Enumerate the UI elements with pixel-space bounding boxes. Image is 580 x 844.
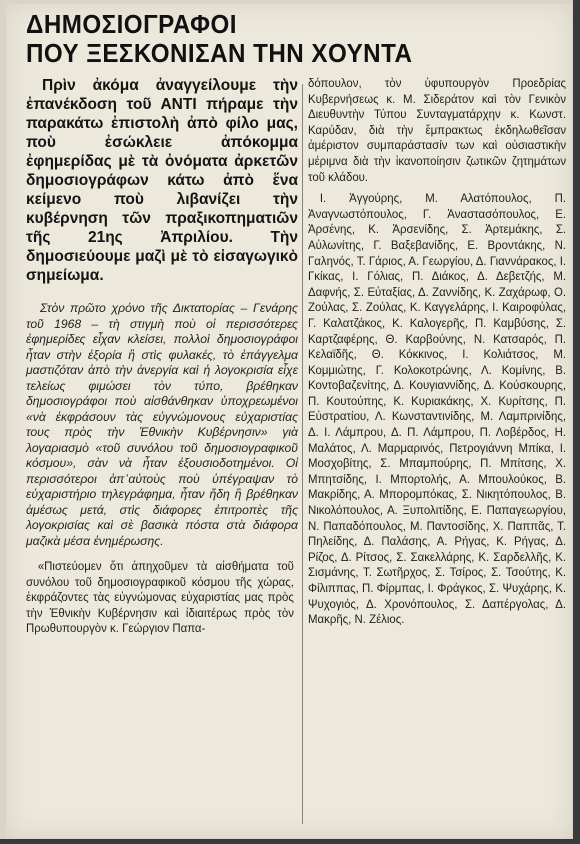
intro-italic-paragraph: Στὸν πρῶτο χρόνο τῆς Δικτατορίας – Γενάρης τοῦ 1968 – τὴ στιγμὴ ποὺ οἱ περισσότερες ἐφημερίδες εἶχαν κλείσει, πολλοὶ δημοσιογράφοι ἦταν στὴν ἐξορία ἢ στὶς φυλακές, τὸ ἐπάγγελμα μαστιζόταν ἀπὸ τὴν ἀνεργία καὶ ἡ λογοκρισία εἶχε τελείως φιμώσει τὸν τύπο, βρέθηκαν δημοσιογράφοι ποὺ αἰσθάνθηκαν ὑποχρεωμένοι «νὰ ἐκφράσουν τὰς εὐγνώμονους εὐχαριστίας τους πρὸς τὴν Ἐθνικὴν Κυβέρνησιν» γιὰ λογαριασμὸ «τοῦ συνόλου τοῦ δημοσιογραφικοῦ κόσμου», σὰν νὰ ἦταν ἐξουσιοδοτημένοι. Οἱ περισσότεροι ἀπ᾽αὐτοὺς ποὺ ὑπέγραψαν τὸ εὐχαριστήριο τηλεγράφημα, ἦταν ἤδη ἢ βρέθηκαν ἀμέσως μετά, στὶς διάφορες ἐπιτροπὲς τῆς λογοκρισίας καὶ σὲ βασικὰ πόστα στὰ διάφορα μαζικὰ μέσα ἐνημέρωσης.: [26, 301, 298, 548]
quote-continuation-paragraph: δόπουλον, τὸν ὑφυπουργὸν Προεδρίας Κυβερνήσεως κ. Μ. Σιδεράτον καὶ τὸν Γενικὸν Διευθυντὴν Τύπου Συνταγματάρχην κ. Κωνστ. Καρύδαν, διὰ τὴν ἔμπρακτως ἐκδηλωθεῖσαν ἀμέριστον συμπαράστασίν των καὶ οὐσιαστικὴν μέριμνα διὰ τὴν ἱκανοποίησιν ζωτικῶν ζητημάτων τοῦ κλάδου.: [308, 77, 567, 184]
signatories-list: Ι. Ἀγγούρης, Μ. Αλατόπουλος, Π. Ἀναγνωστόπουλος, Γ. Ἀναστασόπουλος, Ε. Ἀρσένης, Κ. Ἀρσενίδης, Σ. Ἀρτεμάκης, Σ. Αὐλωνίτης, Γ. Βαξεβανίδης, Ε. Βροντάκης, Ν. Γαληνός, Τ. Γάριος, Α. Γεωργίου, Δ. Γιαννάρακος, Ι. Γκίκας, Ι. Γόλιας, Π. Διάκος, Δ. Δεβετζής, Μ. Δαφνής, Σ. Εὐταξίας, Δ. Ζαννίδης, Κ. Ζαχάρωφ, Ο. Ζούλας, Σ. Ζούλας, Κ. Καγγελάρης, Ι. Καιροφύλας, Γ. Καλατζάκος, Κ. Καλογερῆς, Π. Καμβύσης, Σ. Καρτζαφέρης, Θ. Καρβούνης, Ν. Κατσαρός, Π. Κελαϊδῆς, Θ. Κόκκινος, Ι. Κολιάτσος, Μ. Κομμιώτης, Γ. Κολοκοτρώνης, Λ. Κομίνης, Β. Κοντοβαζενίτης, Δ. Κουγιαννίδης, Δ. Κούσκουρης, Π. Κουτούπης, Κ. Κυριακάκης, Χ. Κυρίτσης, Π. Εὐστρατίου, Λ. Κωνσταντινίδης, Μ. Λαμπρινίδης, Δ. Ι. Λάμπρου, Δ. Π. Λάμπρου, Π. Λοβέρδος, Η. Μαλάτος, Λ. Μαρμαρινός, Πετρογιάννη Μπίκα, Ι. Μοσχοβίτης, Σ. Μπαμπούρης, Π. Μπίτσης, Χ. Μπητσίδης, Ι. Μπορτολής, Α. Μπουλούκος, Β. Μακρίδης, Α. Μπορομπόκας, Σ. Νικητόπουλος, Β. Νικολόπουλος, Α. Ξυπολιτίδης, Ε. Παπαγεωργίου, Ν. Παπαδόπουλος, Μ. Παντοσίδης, Χ. Παππᾶς, Τ. Πηλείδης, Δ. Παλάσης, Α. Ρήγας, Κ. Ρήγας, Δ. Ρίζος, Δ. Ρίτσος, Σ. Σακελλάρης, Κ. Σαρδελλῆς, Κ. Σισμάνης, Τ. Σωτῆρχος, Σ. Τσίρος, Σ. Τσούτης, Κ. Φίλιππας, Π. Φίρμπας, Ι. Φράγκος, Σ. Ψυχάρης, Κ. Ψυχογιός, Δ. Χρονόπουλος, Σ. Δαπέργολας, Δ. Μακρῆς, Ν. Ζέλιος.: [308, 192, 567, 627]
left-column: [26, 76, 298, 643]
headline: [26, 10, 528, 68]
frame-bottom-edge: [0, 839, 580, 844]
quote-paragraph: «Πιστεύομεν ὅτι ἀπηχοῦμεν τὰ αἰσθήματα τοῦ συνόλου τοῦ δημοσιογραφικοῦ κόσμου τῆς χώρας, ἐκφράζοντες τὰς εὐγνώμονας εὐχαριστίας μας πρὸς τὴν Ἐθνικὴν Κυβέρνησιν καὶ ἰδιαιτέρως πρὸς τὸν Πρωθυπουργὸν κ. Γεώργιον Παπα-: [26, 560, 294, 636]
headline-line-1: ΔΗΜΟΣΙΟΓΡΑΦΟΙ: [26, 9, 237, 39]
right-column: [308, 76, 570, 634]
headline-line-2: ΠΟΥ ΞΕΣΚΟΝΙΣΑΝ ΤΗΝ ΧΟΥΝΤΑ: [26, 38, 413, 68]
frame-right-edge: [573, 0, 580, 844]
newspaper-clipping: [6, 4, 572, 838]
lead-paragraph: Πρὶν ἀκόμα ἀναγγείλουμε τὴν ἐπανέκδοση τοῦ ΑΝΤΙ πήραμε τὴν παρακάτω ἐπιστολὴ ἀπὸ φίλο μας, ποὺ ἐσώκλειε ἀπόκομμα ἐφημερίδας μὲ τὰ ὀνόματα ἀρκετῶν δημοσιογράφων κάτω ἀπὸ ἕνα κείμενο ποὺ λιβανίζει τὴν κυβέρνηση τῶν πραξικοπηματιῶν τῆς 21ης Ἀπριλίου. Τὴν δημοσιεύουμε μαζὶ μὲ τὸ εἰσαγωγικὸ σημείωμα.: [26, 77, 298, 284]
column-divider: [302, 84, 303, 824]
